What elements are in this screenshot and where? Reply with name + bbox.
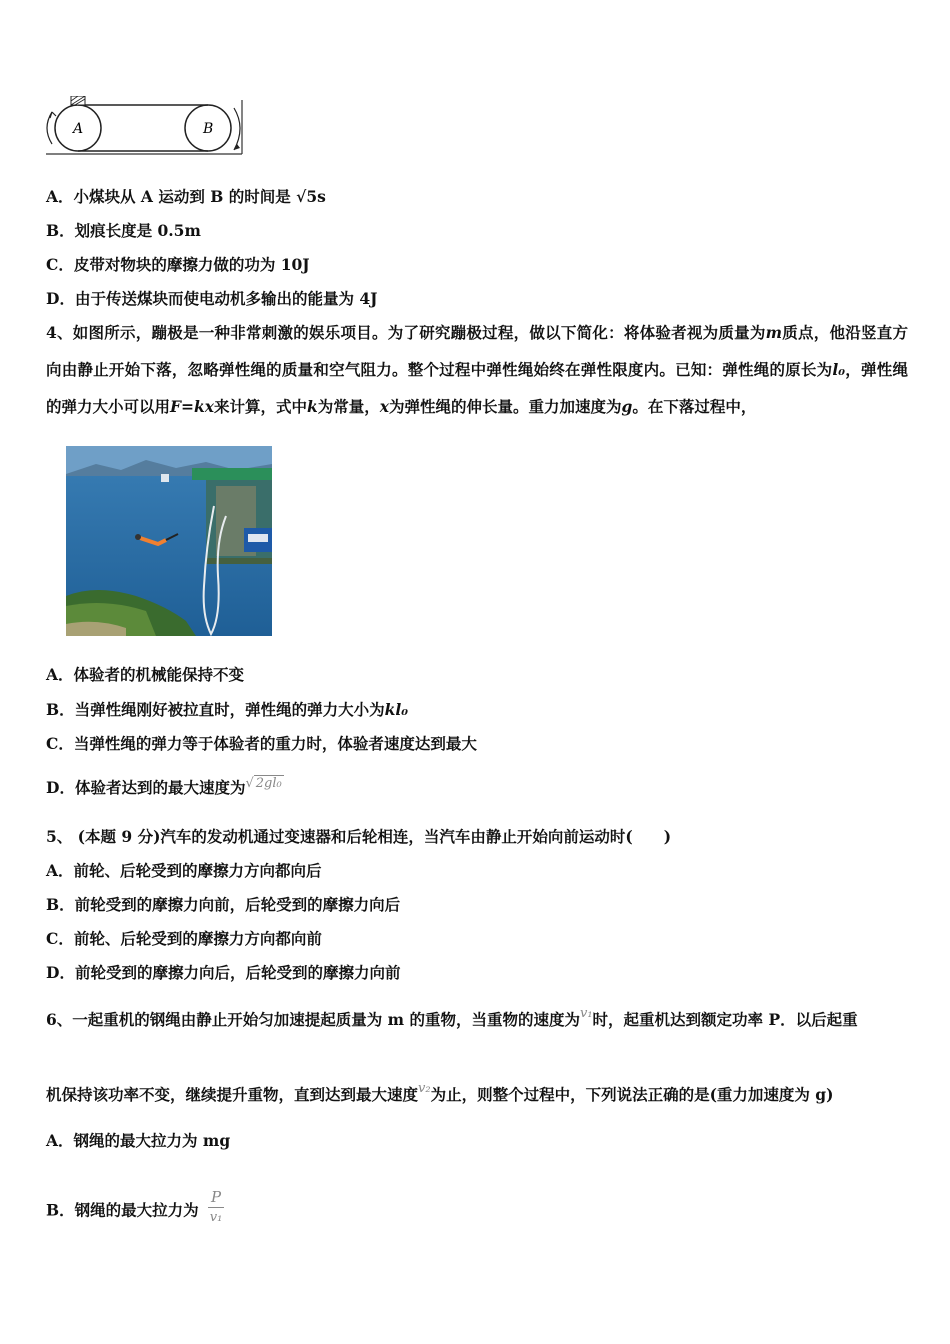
q4-option-b-math: kl₀ bbox=[384, 700, 409, 719]
q5-option-a: A．前轮、后轮受到的摩擦力方向都向后 bbox=[46, 861, 322, 880]
q6-option-b: B．钢绳的最大拉力为 $\frac{P}{\text{v₁}}$ bbox=[46, 1191, 224, 1232]
q5-option-c: C．前轮、后轮受到的摩擦力方向都向前 bbox=[46, 929, 322, 948]
q4-option-d: D．体验者达到的最大速度为$^{√ 2gl_0}$ bbox=[46, 776, 282, 797]
pulley-b-label: B bbox=[203, 121, 214, 137]
q5-option-b: B．前轮受到的摩擦力向前，后轮受到的摩擦力向后 bbox=[46, 895, 401, 914]
bungee-photo bbox=[66, 446, 272, 636]
v2-symbol: v₂ bbox=[418, 1081, 431, 1096]
q3-option-b: B．划痕长度是 0.5m bbox=[46, 221, 201, 240]
q4-option-a: A．体验者的机械能保持不变 bbox=[46, 665, 245, 684]
q3-option-d: D．由于传送煤块而使电动机多输出的能量为 4J bbox=[46, 289, 378, 308]
q4-stem: 4、如图所示，蹦极是一种非常刺激的娱乐项目。为了研究蹦极过程，做以下简化：将体验者视为质量为m质点，他沿竖直方向由静止开始下落，忽略弹性绳的质量和空气阻力。整个过程中弹性绳始终在弹性限度内。已知：弹性绳的原长为l₀，弹性绳的弹力大小可以用F=kx来计算，式中k为常量，x为弹性绳的伸长量。重力加速度为g。在下落过程中， bbox=[46, 323, 908, 416]
q6-option-a: A．钢绳的最大拉力为 mg bbox=[46, 1131, 231, 1150]
q3-option-c: C．皮带对物块的摩擦力做的功为 10J bbox=[46, 255, 310, 274]
v1-symbol: v₁ bbox=[579, 1006, 593, 1021]
pulley-a-label: A bbox=[73, 121, 84, 137]
q6-stem-line-1: 6、一起重机的钢绳由静止开始匀加速提起质量为 m 的重物，当重物的速度为$^{v_1}$时，起重机达到额定功率 P．以后起重 bbox=[46, 1006, 858, 1029]
q5-stem: 5、 (本题 9 分)汽车的发动机通过变速器和后轮相连，当汽车由静止开始向前运动时( ) bbox=[46, 827, 672, 846]
fraction-p-over-v1: $\frac{P}{\text{v₁}}$ bbox=[209, 1188, 223, 1225]
conveyor-belt-figure bbox=[40, 96, 250, 160]
q6-stem-line-2: 机保持该功率不变，继续提升重物，直到达到最大速度$^{v_2}$为止，则整个过程中，下列说法正确的是(重力加速度为 g) bbox=[46, 1081, 834, 1104]
q5-option-d: D．前轮受到的摩擦力向后，后轮受到的摩擦力向前 bbox=[46, 963, 401, 982]
q4-option-c: C．当弹性绳的弹力等于体验者的重力时，体验者速度达到最大 bbox=[46, 734, 477, 753]
q4-option-b: B．当弹性绳刚好被拉直时，弹性绳的弹力大小为kl₀ bbox=[46, 700, 409, 719]
q3-option-a: A．小煤块从 A 运动到 B 的时间是 √5s bbox=[46, 187, 326, 206]
sqrt-expression: √ 2gl₀ bbox=[245, 776, 282, 791]
